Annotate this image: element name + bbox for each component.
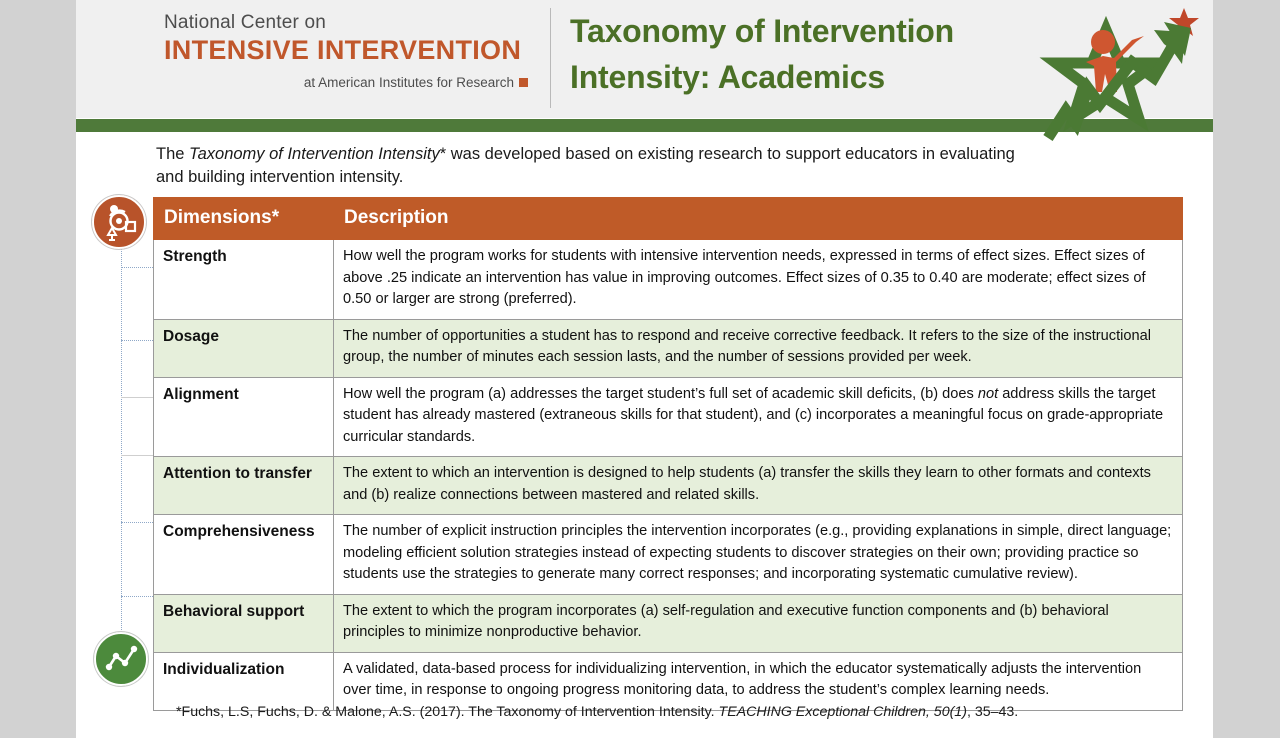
dimension-dosage: Dosage [154,319,334,377]
description-alignment [334,377,1183,457]
progress-monitoring-chart-badge-icon [94,632,148,686]
description-dosage: The number of opportunities a student has to respond and receive corrective feedback. It refers to the size of the instructional group, the number of minutes each session lasts, and the number of sessions provided per week. [334,319,1183,377]
table-row [154,319,1183,377]
column-header-description: Description [334,198,1183,240]
description-attention-to-transfer: The extent to which an intervention is designed to help students (a) transfer the skills they learn to other formats and contexts and (b) realize connections between mastered and related skills. [334,457,1183,515]
footnote-part1: *Fuchs, L.S, Fuchs, D. & Malone, A.S. (2017). The Taxonomy of Intervention Intensity. [176,704,719,720]
logo-org-line3 [120,75,530,90]
table-header-row [154,198,1183,240]
description-strength: How well the program works for students with intensive intervention needs, expressed in terms of effect sizes. Effect sizes of above .25 indicate an intervention has value in improving outcomes. Effect sizes of 0.35 to 0.40 are moderate; effect sizes of 0.50 or larger are strong (preferred). [334,240,1183,320]
description-comprehensiveness: The number of explicit instruction principles the intervention incorporates (e.g., providing explanations in simple, direct language; modeling efficient solution strategies instead of expecting students to discover strategies on their own; providing practice so students use the strategies to generate many correct responses; and incorporating systematic cumulative review). [334,515,1183,595]
rail-stub-comprehensiveness [121,522,153,523]
footnote-italic: TEACHING Exceptional Children, 50(1) [718,704,967,720]
table-row [154,594,1183,652]
logo-org-line1: National Center on [164,12,327,33]
table-body [154,240,1183,711]
dimension-individualization: Individualization [154,652,334,710]
badge-ring [94,632,148,686]
intro-before: The [156,145,190,163]
description-alignment-emphasis: not [977,385,999,402]
rail-stub-alignment [121,397,153,398]
slide-canvas [76,0,1213,738]
table-row [154,457,1183,515]
footnote-part2: , 35–43. [966,704,1019,720]
intro-paragraph [156,143,1036,189]
dimension-strength: Strength [154,240,334,320]
description-behavioral-support: The extent to which the program incorporates (a) self-regulation and executive function components and (b) behavioral principles to minimize nonproductive behavior. [334,594,1183,652]
page-right-margin [1213,0,1280,738]
description-alignment-part1: How well the program (a) addresses the target student’s full set of academic skill deficits, (b) does [343,385,978,402]
header-divider [550,8,551,108]
page-title-line2: Intensity: Academics [570,59,885,95]
table-row [154,377,1183,457]
rail-stub-strength [121,267,153,268]
ncii-star-person-arrow-logo-icon [1036,0,1212,155]
citation-footnote [176,704,1136,720]
page-title [570,8,1040,100]
intro-after: * was developed based on existing research to support educators in evaluating and building intervention intensity. [156,145,1015,186]
logo-affiliation-text: at American Institutes for Research [303,75,514,90]
description-alignment-part2: address skills the target student has already mastered (extraneous skills for that student), and (c) incorporates a meaningful focus on grade-appropriate curricular standards. [343,385,1164,445]
air-square-icon [519,78,528,87]
dimension-attention-to-transfer: Attention to transfer [154,457,334,515]
column-header-dimensions: Dimensions* [154,198,334,240]
badge-ring [92,195,146,249]
ncii-logo [120,12,530,90]
taxonomy-table [153,197,1183,711]
rail-dotted-line [121,224,122,664]
rail-stub-attention [121,455,153,456]
description-individualization: A validated, data-based process for individualizing intervention, in which the educator systematically adjusts the intervention over time, in response to ongoing progress monitoring data, to address the student’s complex learning needs. [334,652,1183,710]
dimension-behavioral-support: Behavioral support [154,594,334,652]
page-title-line1: Taxonomy of Intervention [570,13,954,49]
rail-stub-dosage [121,340,153,341]
rail-stub-behavioral [121,596,153,597]
intro-italic: Taxonomy of Intervention Intensity [189,145,440,163]
dimension-alignment: Alignment [154,377,334,457]
table-row [154,240,1183,320]
logo-org-line2: INTENSIVE INTERVENTION [164,35,522,65]
dimension-comprehensiveness: Comprehensiveness [154,515,334,595]
table-row [154,515,1183,595]
table-row [154,652,1183,710]
intervention-settings-badge-icon [92,195,146,249]
